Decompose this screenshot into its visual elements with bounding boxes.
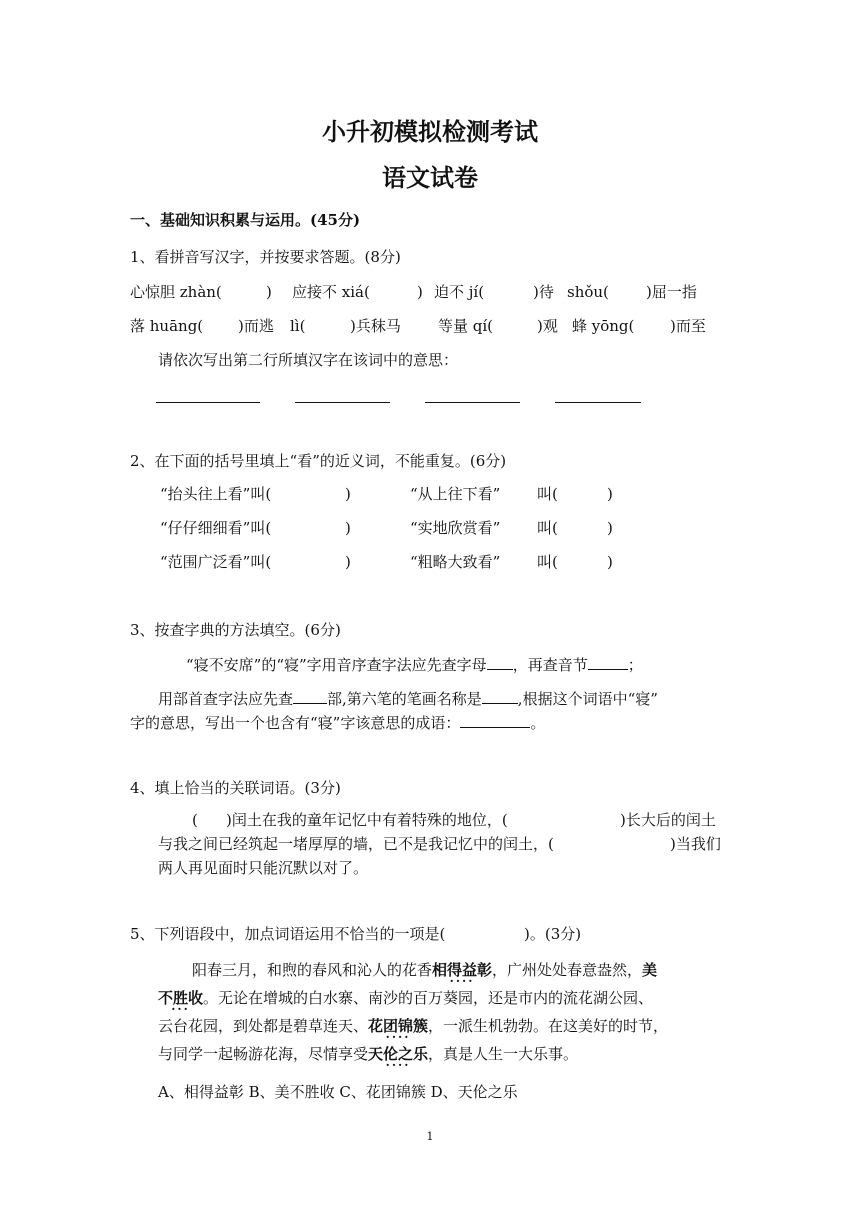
q1-answer-line-4[interactable] [555,402,641,403]
q1-answer-line-3[interactable] [425,402,520,403]
q1-r1-item1: 心惊胆 zhàn( [130,283,222,301]
q3-blank-idiom[interactable] [460,713,530,728]
q2-r2-left-close: ) [345,519,351,537]
q1-r2-close1: )而逃 [238,317,274,335]
q5-p4-text-a: 与同学一起畅游花海，尽情享受 [158,1045,369,1063]
q1-r2-item1: 落 huāng( [130,317,204,335]
q2-r1-right: “从上往下看” [410,485,501,503]
q5-heading-end: )。(3分) [524,925,582,943]
q2-r1-left-close: ) [345,485,351,503]
q1-answer-line-2[interactable] [295,402,390,403]
q5-p2-text: 。无论在增城的白水寨、南沙的百万葵园，还是市内的流花湖公园、 [203,989,654,1007]
q1-r2-close3: )观 [537,317,558,335]
q4-l2-end: )当我们 [670,835,721,853]
q1-instruction: 请依次写出第二行所填汉字在该词中的意思： [158,351,459,369]
q3-l3-text-b: 。 [530,714,546,732]
q1-r1-close1: ) [266,283,272,301]
q1-heading: 1、看拼音写汉字，并按要求答题。(8分) [130,248,401,266]
q3-blank-syllable[interactable] [588,655,628,670]
q5-options: A、相得益彰 B、美不胜收 C、花团锦簇 D、天伦之乐 [158,1083,518,1101]
q3-blank-radical[interactable] [293,689,327,704]
q5-p4-text-b: ，真是人生一大乐事。 [428,1045,579,1063]
q2-r2-right: “实地欣赏看” [410,519,501,537]
q1-r1-close2: ) [417,283,423,301]
q2-heading: 2、在下面的括号里填上“看”的近义词，不能重复。(6分) [130,452,507,470]
q4-heading: 4、填上恰当的关联词语。(3分) [130,779,341,797]
q4-l3-text: 两人再见面时只能沉默以对了。 [158,859,369,877]
q2-r3-left: “范围广泛看”叫( [160,553,272,571]
q3-l3-text-a: 字的意思，写出一个也含有“寝”字该意思的成语： [130,714,461,732]
q5-passage-line-3 [158,1016,668,1036]
q3-blank-stroke[interactable] [482,689,518,704]
section-heading: 一、基础知识积累与运用。(45分) [130,211,361,229]
q1-r1-item3: 迫不 jí( [434,283,485,301]
q3-line-1 [186,655,643,675]
q4-l1-middle: )闰土在我的童年记忆中有着特殊的地位，( [226,811,508,829]
q3-l1-text-c: ； [627,656,643,674]
q2-r3-right: “粗略大致看” [410,553,501,571]
q1-answer-line-1[interactable] [156,402,260,403]
q1-r2-item3: 等量 qí( [438,317,494,335]
q5-dotted-word-3: 花团锦簇 ···· [368,1017,428,1035]
q4-l2-text: 与我之间已经筑起一堵厚厚的墙，已不是我记忆中的闰土，( [158,835,554,853]
q2-r1-right-open: 叫( [537,485,558,503]
q5-dotted-word-2-start: 美 [642,961,658,979]
q4-l1-open: ( [192,811,198,829]
q3-blank-letter[interactable] [487,655,513,670]
q2-r2-left: “仔仔细细看”叫( [160,519,272,537]
exam-subtitle: 语文试卷 [382,163,478,192]
q5-passage-line-2 [158,988,653,1008]
q2-r1-right-close: ) [607,485,613,503]
q3-l1-text-a: “寝不安席”的“寝”字用音序查字法应先查字母 [186,656,487,674]
q3-l2-text-a: 用部首查字法应先查 [158,690,294,708]
q2-r3-right-open: 叫( [537,553,558,571]
exam-title: 小升初模拟检测考试 [322,117,538,146]
q3-l2-text-b: 部,第六笔的笔画名称是 [327,690,482,708]
q5-passage-line-1 [192,960,657,980]
q3-line-2 [158,689,658,709]
page-number: 1 [426,1130,434,1143]
q1-r2-item2: lì( [290,317,306,335]
q5-dotted-word-1: 相得益彰 ···· [432,961,492,979]
q1-r1-close4: )屈一指 [646,283,697,301]
q1-r2-item4: 蜂 yōng( [572,317,635,335]
q5-p1-text-b: ，广州处处春意盎然， [492,961,643,979]
q4-l1-end: )长大后的闰土 [620,811,716,829]
q1-r2-close2: )兵秣马 [350,317,401,335]
q2-r3-left-close: ) [345,553,351,571]
q5-dotted-word-4: 天伦之乐 ···· [368,1045,428,1063]
q2-r2-right-open: 叫( [537,519,558,537]
q1-r1-item2: 应接不 xiá( [292,283,370,301]
q1-r1-close3: )待 [533,283,554,301]
q3-line-3 [130,713,545,733]
q5-p3-text-a: 云台花园，到处都是碧草连天、 [158,1017,369,1035]
q5-heading: 5、下列语段中，加点词语运用不恰当的一项是( [130,925,446,943]
q2-r3-right-close: ) [607,553,613,571]
q1-r2-close4: )而至 [670,317,706,335]
q5-passage-line-4 [158,1044,578,1064]
q3-l2-text-c: ,根据这个词语中“寝” [517,690,658,708]
q1-r1-item4: shǒu( [567,283,609,301]
q3-l1-text-b: ，再查音节 [512,656,588,674]
q5-p1-text-a: 阳春三月，和煦的春风和沁人的花香 [192,961,433,979]
q5-dotted-word-2-end: 不胜收 ··· [158,989,203,1007]
q2-r2-right-close: ) [607,519,613,537]
q2-r1-left: “抬头往上看”叫( [160,485,272,503]
q5-p3-text-b: ，一派生机勃勃。在这美好的时节， [428,1017,669,1035]
q3-heading: 3、按查字典的方法填空。(6分) [130,621,341,639]
